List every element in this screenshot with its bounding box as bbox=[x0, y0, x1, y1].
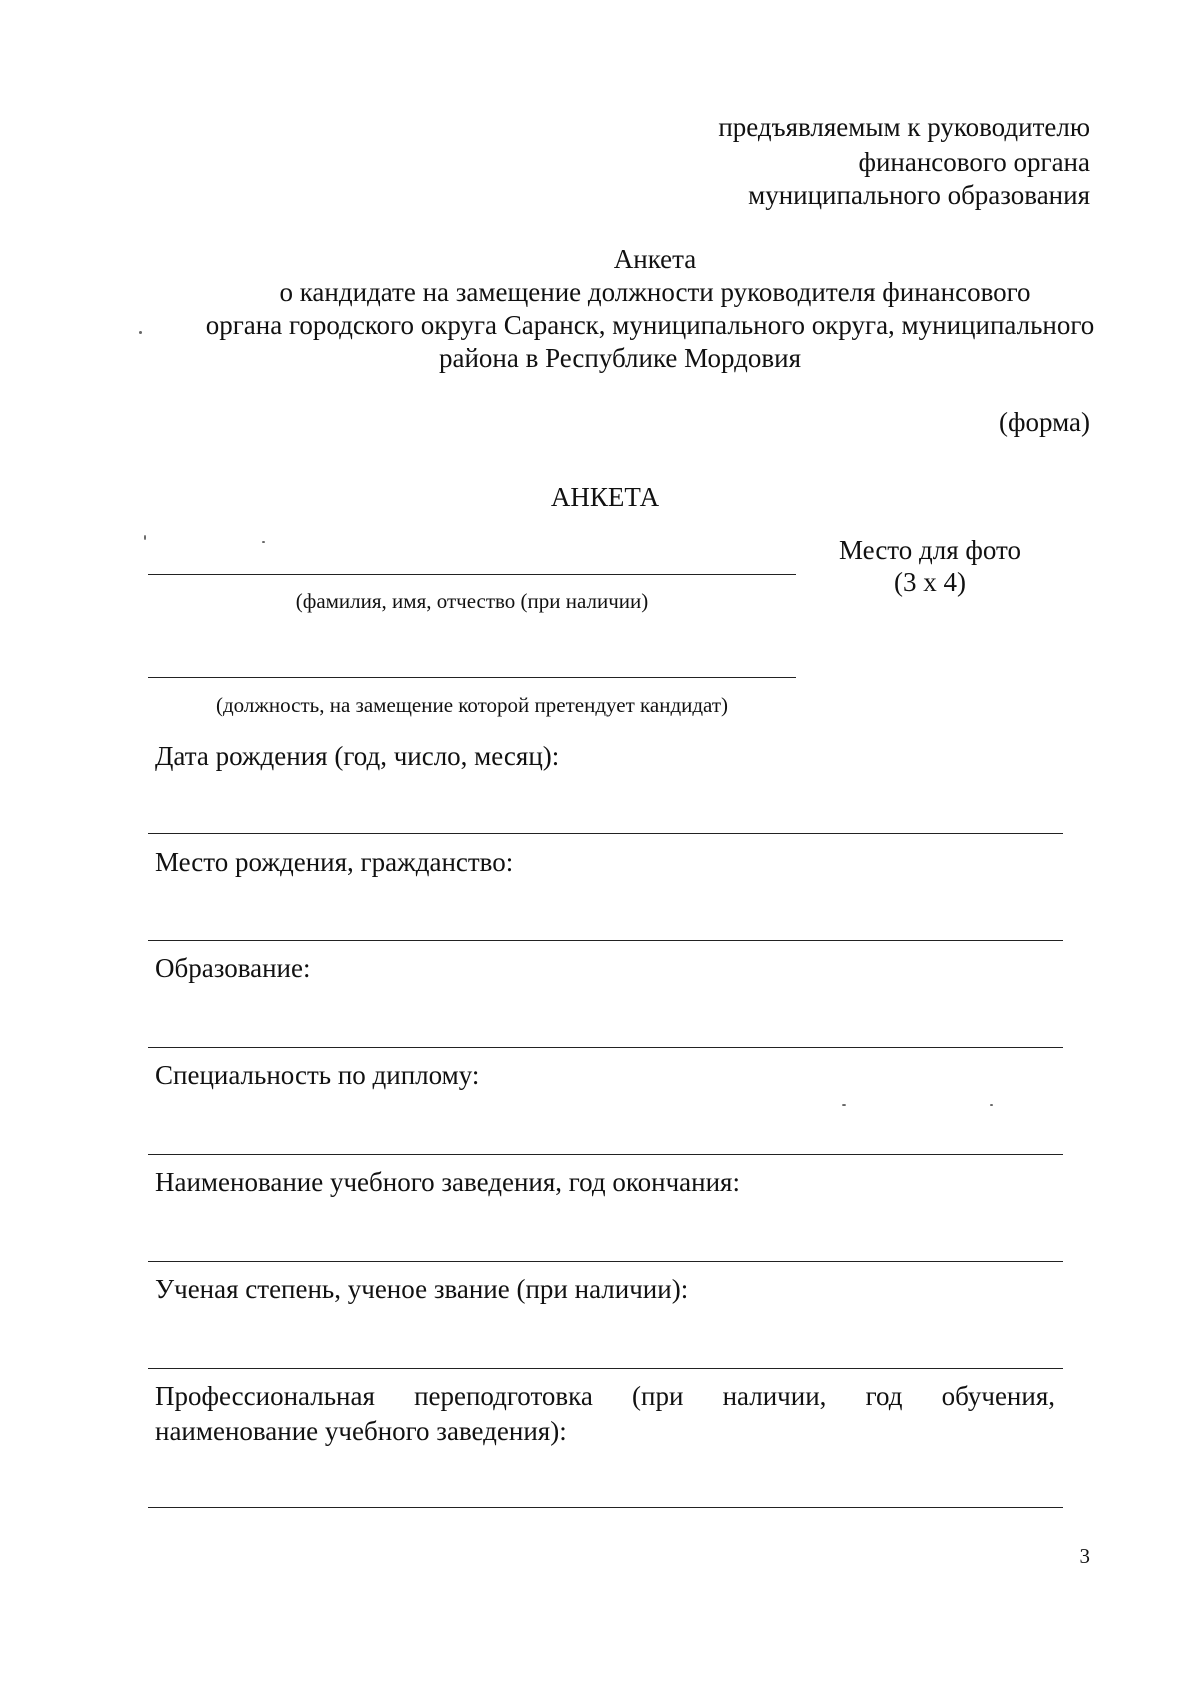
photo-placeholder-label: Место для фото bbox=[839, 535, 1021, 565]
header-line-2: финансового органа bbox=[858, 147, 1090, 177]
title-line-2: органа городского округа Саранск, муниципального округа, муниципального bbox=[205, 310, 1095, 340]
field-education-line bbox=[148, 1047, 1063, 1048]
position-fill-line bbox=[148, 677, 796, 678]
scan-speck bbox=[842, 1104, 846, 1106]
field-birthplace-line bbox=[148, 940, 1063, 941]
header-line-3: муниципального образования bbox=[748, 180, 1090, 210]
field-retraining-line-2: наименование учебного заведения): bbox=[155, 1416, 567, 1446]
scan-speck bbox=[144, 535, 146, 540]
photo-placeholder-size: (3 х 4) bbox=[894, 567, 966, 597]
position-caption: (должность, на замещение которой претендует кандидат) bbox=[216, 693, 728, 717]
field-retraining-line bbox=[148, 1507, 1063, 1508]
scan-speck bbox=[990, 1104, 993, 1106]
title-line-3: района в Республике Мордовия bbox=[438, 343, 801, 373]
field-specialty-line bbox=[148, 1154, 1063, 1155]
header-line-1: предъявляемым к руководителю bbox=[718, 112, 1090, 142]
scan-speck bbox=[262, 541, 265, 543]
form-label: (форма) bbox=[999, 407, 1090, 437]
field-birth-date-line bbox=[148, 833, 1063, 834]
field-diploma-specialty: Специальность по диплому: bbox=[155, 1060, 480, 1090]
field-institution-line bbox=[148, 1261, 1063, 1262]
name-fill-line bbox=[148, 574, 796, 575]
scan-speck bbox=[139, 331, 142, 334]
field-retraining-line-1: Профессиональная переподготовка (при наличии, год обучения, bbox=[155, 1381, 1055, 1411]
page-number: 3 bbox=[1079, 1544, 1090, 1568]
field-birth-date: Дата рождения (год, число, месяц): bbox=[155, 741, 560, 771]
document-heading: Анкета bbox=[613, 244, 697, 274]
field-birthplace-citizenship: Место рождения, гражданство: bbox=[155, 847, 514, 877]
title-line-1: о кандидате на замещение должности руководителя финансового bbox=[279, 277, 1031, 307]
field-institution-year: Наименование учебного заведения, год окончания: bbox=[155, 1167, 740, 1197]
name-caption: (фамилия, имя, отчество (при наличии) bbox=[295, 589, 649, 613]
field-academic-degree: Ученая степень, ученое звание (при наличии): bbox=[155, 1274, 689, 1304]
field-degree-line bbox=[148, 1368, 1063, 1369]
form-title: АНКЕТА bbox=[550, 482, 660, 512]
field-education: Образование: bbox=[155, 953, 311, 983]
